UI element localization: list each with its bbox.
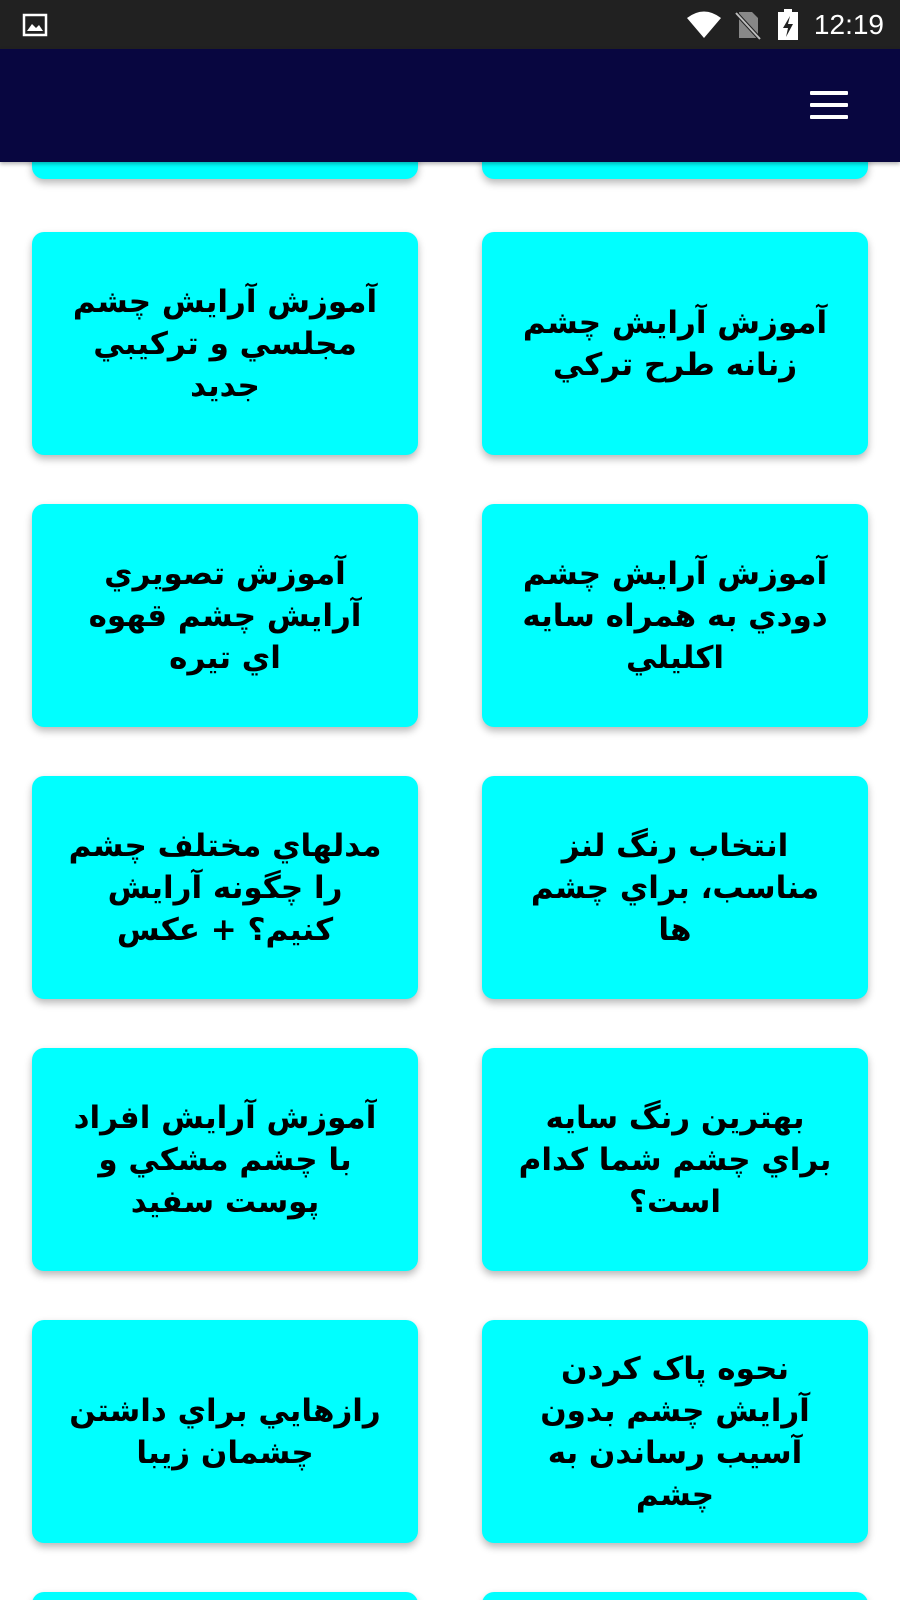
card-partial-top-right[interactable] <box>482 162 868 179</box>
card-label: آموزش تصويري آرايش چشم قهوه اي تيره <box>88 555 362 676</box>
card[interactable] <box>32 1320 418 1543</box>
card[interactable] <box>32 776 418 999</box>
card-label: آموزش آرايش چشم زنانه طرح ترکي <box>522 304 828 383</box>
no-sim-icon <box>735 10 761 40</box>
card[interactable] <box>482 1320 868 1543</box>
card[interactable] <box>32 504 418 727</box>
card-label: رازهايي براي داشتن چشمان زيبا <box>69 1392 381 1471</box>
status-time: 12:19 <box>813 9 884 40</box>
app-bar <box>0 49 900 162</box>
card[interactable] <box>482 504 868 727</box>
card-partial-bottom-right[interactable] <box>482 1592 868 1600</box>
card-label: آموزش آرايش چشم دودي به همراه سايه اکليلي <box>522 555 828 676</box>
card-label: مدلهاي مختلف چشم را چگونه آرايش کنيم؟ + عکس <box>68 827 382 948</box>
card-label: نحوه پاک کردن آرايش چشم بدون آسيب رساندن به چشم <box>540 1350 810 1513</box>
card-label: انتخاب رنگ لنز مناسب، براي چشم ها <box>530 827 820 948</box>
card-label: آموزش آرايش چشم مجلسي و ترکيبي جديد <box>72 283 378 404</box>
card[interactable] <box>32 232 418 455</box>
wifi-icon <box>686 11 722 39</box>
card-label: آموزش آرايش افراد با چشم مشکي و پوست سفيد <box>73 1099 377 1220</box>
card-partial-top-left[interactable] <box>32 162 418 179</box>
card-partial-bottom-left[interactable] <box>32 1592 418 1600</box>
card[interactable] <box>32 1048 418 1271</box>
gallery-icon <box>22 12 48 38</box>
card-grid <box>0 162 900 1600</box>
hamburger-menu-icon[interactable] <box>806 87 852 123</box>
card-label: بهترين رنگ سايه براي چشم شما کدام است؟ <box>518 1099 832 1220</box>
status-bar <box>0 0 900 49</box>
battery-charging-icon <box>777 9 799 41</box>
card[interactable] <box>482 1048 868 1271</box>
card[interactable] <box>482 232 868 455</box>
card[interactable] <box>482 776 868 999</box>
